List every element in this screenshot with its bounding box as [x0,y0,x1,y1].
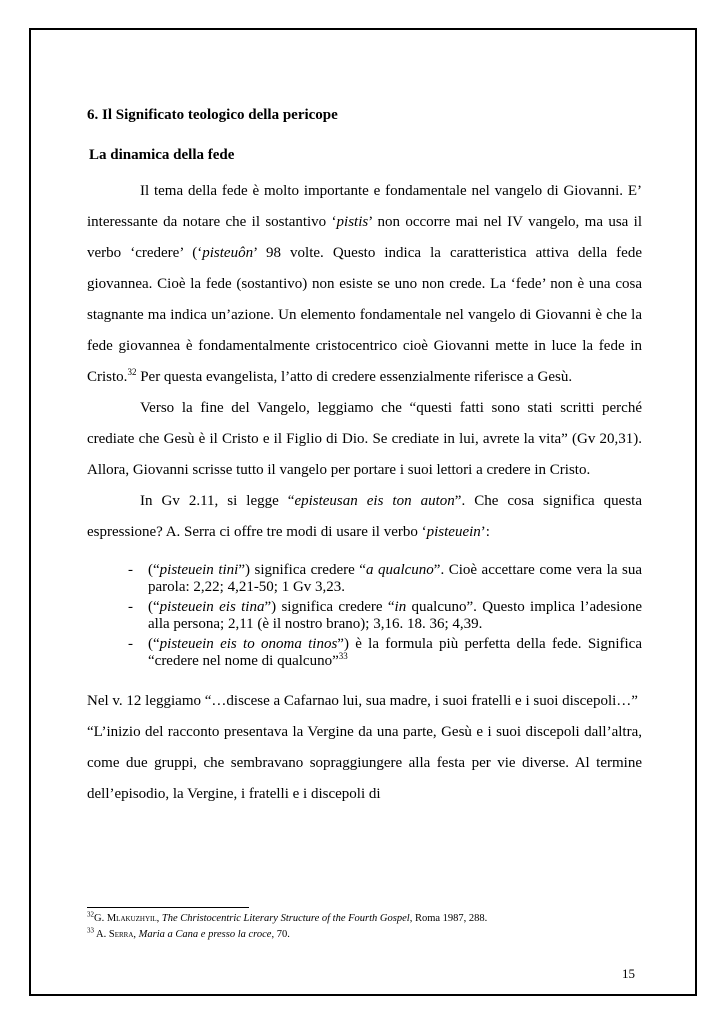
footnote-ref-33[interactable]: 33 [338,651,348,661]
usage-list [128,562,642,670]
list-item: - (“pisteuein eis tina”) significa credere “in qualcuno”. Questo implica l’adesione alla persona; 2,11 (è il nostro brano); 3,16. 18. 36; 4,39. [128,599,643,632]
paragraph-2: Verso la fine del Vangelo, leggiamo che “questi fatti sono stati scritti perché crediate che Gesù è il Cristo e il Figlio di Dio. Se crediate in lui, avrete la vita” (Gv 20,31). Allora, Giovanni scrisse tutto il vangelo per portare i suoi lettori a credere in Cristo. [87,400,642,478]
footnote-33: $^{33}$ A. Serra, Maria a Cana e presso la croce, 70. [87,926,290,940]
body-text [87,176,642,810]
subsection-title: La dinamica della fede [89,147,235,163]
list-item: - (“pisteuein tini”) significa credere “a qualcuno”. Cioè accettare come vera la sua parola: 2,22; 4,21-50; 1 Gv 3,23. [128,562,642,595]
list-item: - (“pisteuein eis to onoma tinos”) è la formula più perfetta della fede. Significa “credere nel nome di qualcuno”$^{33}$ [128,636,642,669]
footnote-ref-32[interactable]: 32 [127,367,137,377]
page-number: 15 [622,966,635,981]
paragraph-3: In Gv 2.11, si legge “episteusan eis ton auton”. Che cosa significa questa espressione? A. Serra ci offre tre modi di usare il verbo ‘pisteuein’: [87,493,642,540]
footnote-separator [87,907,249,908]
paragraph-4: Nel v. 12 leggiamo “…discese a Cafarnao lui, sua madre, i suoi fratelli e i suoi discepoli…” [87,693,638,709]
footnote-32: $^{32}$G. Mlakuzhyil, The Christocentric Literary Structure of the Fourth Gospel, Roma 1987, 288. [87,910,488,924]
paragraph-5: “L’inizio del racconto presentava la Vergine da una parte, Gesù e i suoi discepoli dall’altra, come due gruppi, che sembravano sopraggiungere alla festa per vie diverse. Al termine dell’episodio, la Vergine, i fratelli e i discepoli di [87,724,642,802]
footnotes [87,911,642,943]
paragraph-1: Il tema della fede è molto importante e fondamentale nel vangelo di Giovanni. E’ interessante da notare che il sostantivo ‘pistis’ non occorre mai nel IV vangelo, ma usa il verbo ‘credere’ (‘pisteuôn’ 98 volte. Questo indica la caratteristica attiva della fede giovannea. Cioè la fede (sostantivo) non esiste se uno non crede. La ‘fede’ non è una cosa stagnante ma indica un’azione. Un elemento fondamentale nel vangelo di Giovanni è che la fede giovannea è fondamentalmente cristocentrico cioè Giovanni mette in luce la fede in Cristo.$^{32}$ Per questa evangelista, l’atto di credere essenzialmente riferisce a Gesù. [87,183,643,385]
section-title: 6. Il Significato teologico della pericope [87,107,338,123]
